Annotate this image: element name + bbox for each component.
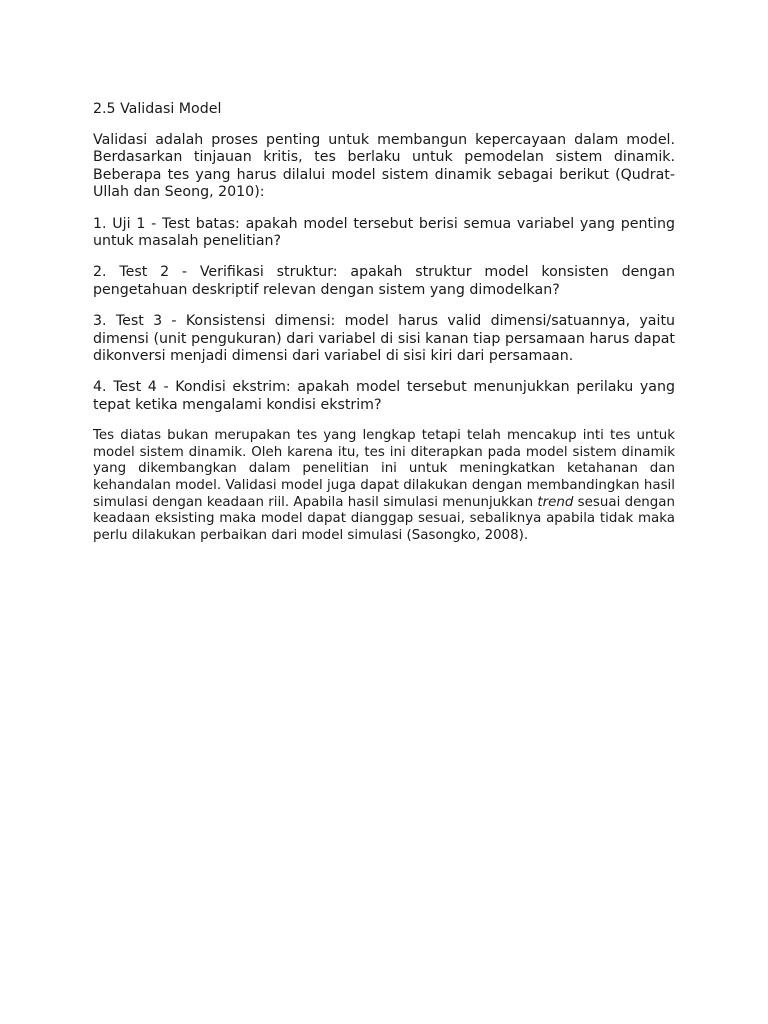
closing-text-after: sesuai dengan keadaan eksisting maka model dapat dianggap sesuai, sebaliknya apabila tidak maka perlu dilakukan perbaikan dari model simulasi (Sasongko, 2008). [93,494,675,543]
test-item-4: 4. Test 4 - Kondisi ekstrim: apakah model tersebut menunjukkan perilaku yang tepat ketika mengalami kondisi ekstrim? [93,379,675,413]
test-item-2: 2. Test 2 - Verifikasi struktur: apakah struktur model konsisten dengan pengetahuan deskriptif relevan dengan sistem yang dimodelkan? [93,264,675,298]
section-heading: 2.5 Validasi Model [93,101,222,117]
test-item-3: 3. Test 3 - Konsistensi dimensi: model harus valid dimensi/satuannya, yaitu dimensi (unit pengukuran) dari variabel di sisi kanan tiap persamaan harus dapat dikonversi menjadi dimensi dari variabel di sisi kiri dari persamaan. [93,313,675,365]
closing-paragraph [93,428,675,544]
intro-paragraph: Validasi adalah proses penting untuk membangun kepercayaan dalam model. Berdasarkan tinjauan kritis, tes berlaku untuk pemodelan sistem dinamik. Beberapa tes yang harus dilalui model sistem dinamik sebagai berikut (Qudrat-Ullah dan Seong, 2010): [93,132,675,201]
closing-emphasis: trend [537,494,574,510]
closing-text-before: Tes diatas bukan merupakan tes yang lengkap tetapi telah mencakup inti tes untuk model sistem dinamik. Oleh karena itu, tes ini diterapkan pada model sistem dinamik yang dikembangkan dalam penelitian ini untuk meningkatkan ketahanan dan kehandalan model. Validasi model juga dapat dilakukan dengan membandingkan hasil simulasi dengan keadaan riil. Apabila hasil simulasi menunjukkan [93,428,675,510]
document-page [93,100,675,558]
test-item-1: 1. Uji 1 - Test batas: apakah model tersebut berisi semua variabel yang penting untuk masalah penelitian? [93,215,675,250]
